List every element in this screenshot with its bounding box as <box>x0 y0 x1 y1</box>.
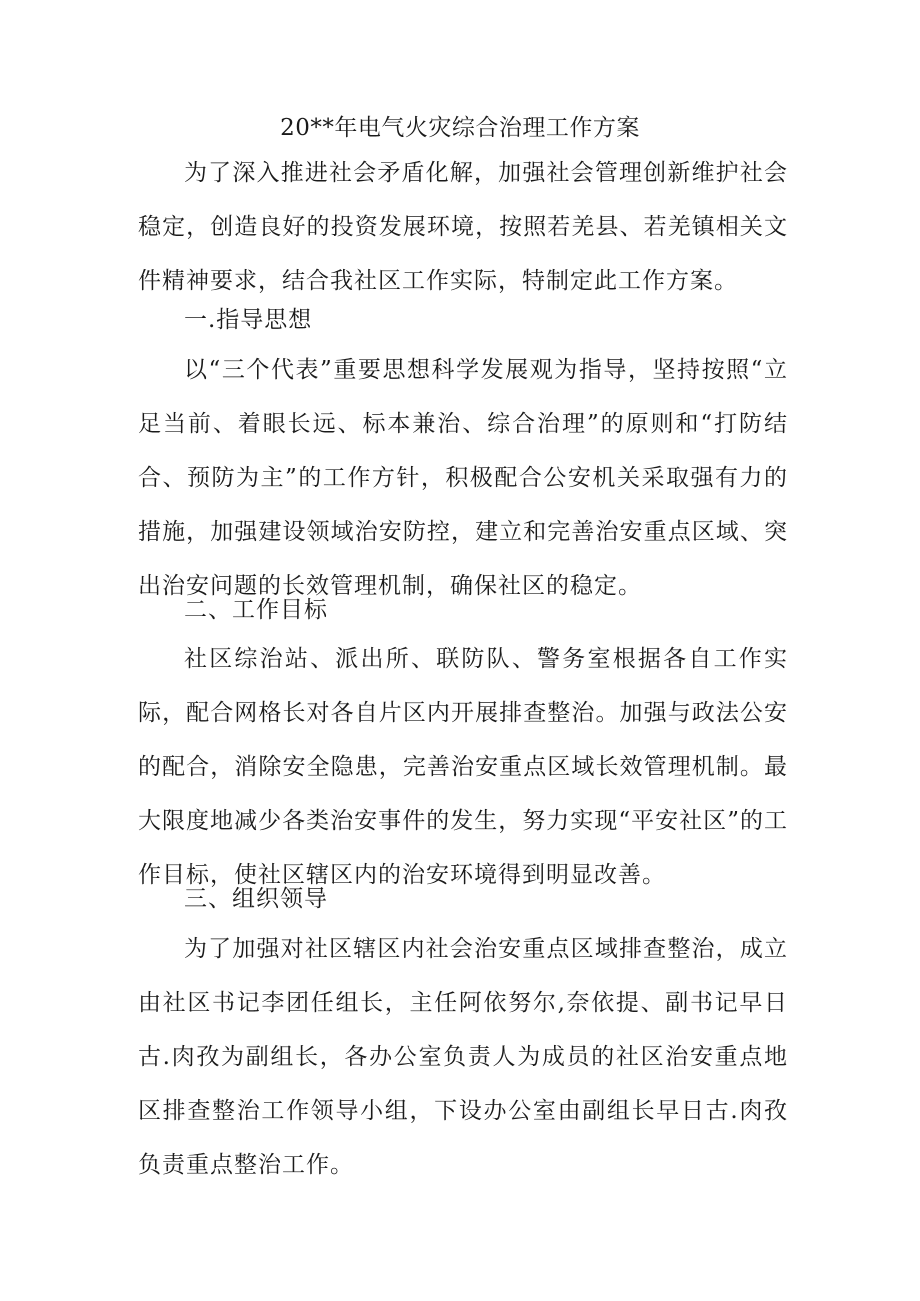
section-body-organization-leadership: 为了加强对社区辖区内社会治安重点区域排查整治，成立由社区书记李团任组长，主任阿依努尔,奈依提、副书记早日古.肉孜为副组长，各办公室负责人为成员的社区治安重点地区排查整治工作领导小组，下设办公室由副组长早日古.肉孜负责重点整治工作。 <box>138 936 788 1178</box>
section-body-work-goals: 社区综治站、派出所、联防队、警务室根据各自工作实际，配合网格长对各自片区内开展排查整治。加强与政法公安的配合，消除安全隐患，完善治安重点区域长效管理机制。最大限度地减少各类治安事件的发生，努力实现“平安社区”的工作目标，使社区辖区内的治安环境得到明显改善。 <box>138 646 788 888</box>
intro-paragraph: 为了深入推进社会矛盾化解，加强社会管理创新维护社会稳定，创造良好的投资发展环境，按照若羌县、若羌镇相关文件精神要求，结合我社区工作实际，特制定此工作方案。 <box>138 160 788 294</box>
document-title: 20**年电气火灾综合治理工作方案 <box>280 115 640 141</box>
section-heading-guiding-ideology: 一.指导思想 <box>184 307 313 333</box>
section-heading-organization-leadership: 三、组织领导 <box>184 886 328 912</box>
section-body-guiding-ideology: 以“三个代表”重要思想科学发展观为指导，坚持按照“立足当前、着眼长远、标本兼治、综合治理”的原则和“打防结合、预防为主”的工作方针，积极配合公安机关采取强有力的措施，加强建设领域治安防控，建立和完善治安重点区域、突出治安问题的长效管理机制，确保社区的稳定。 <box>138 357 788 599</box>
section-heading-work-goals: 二、工作目标 <box>184 597 328 623</box>
